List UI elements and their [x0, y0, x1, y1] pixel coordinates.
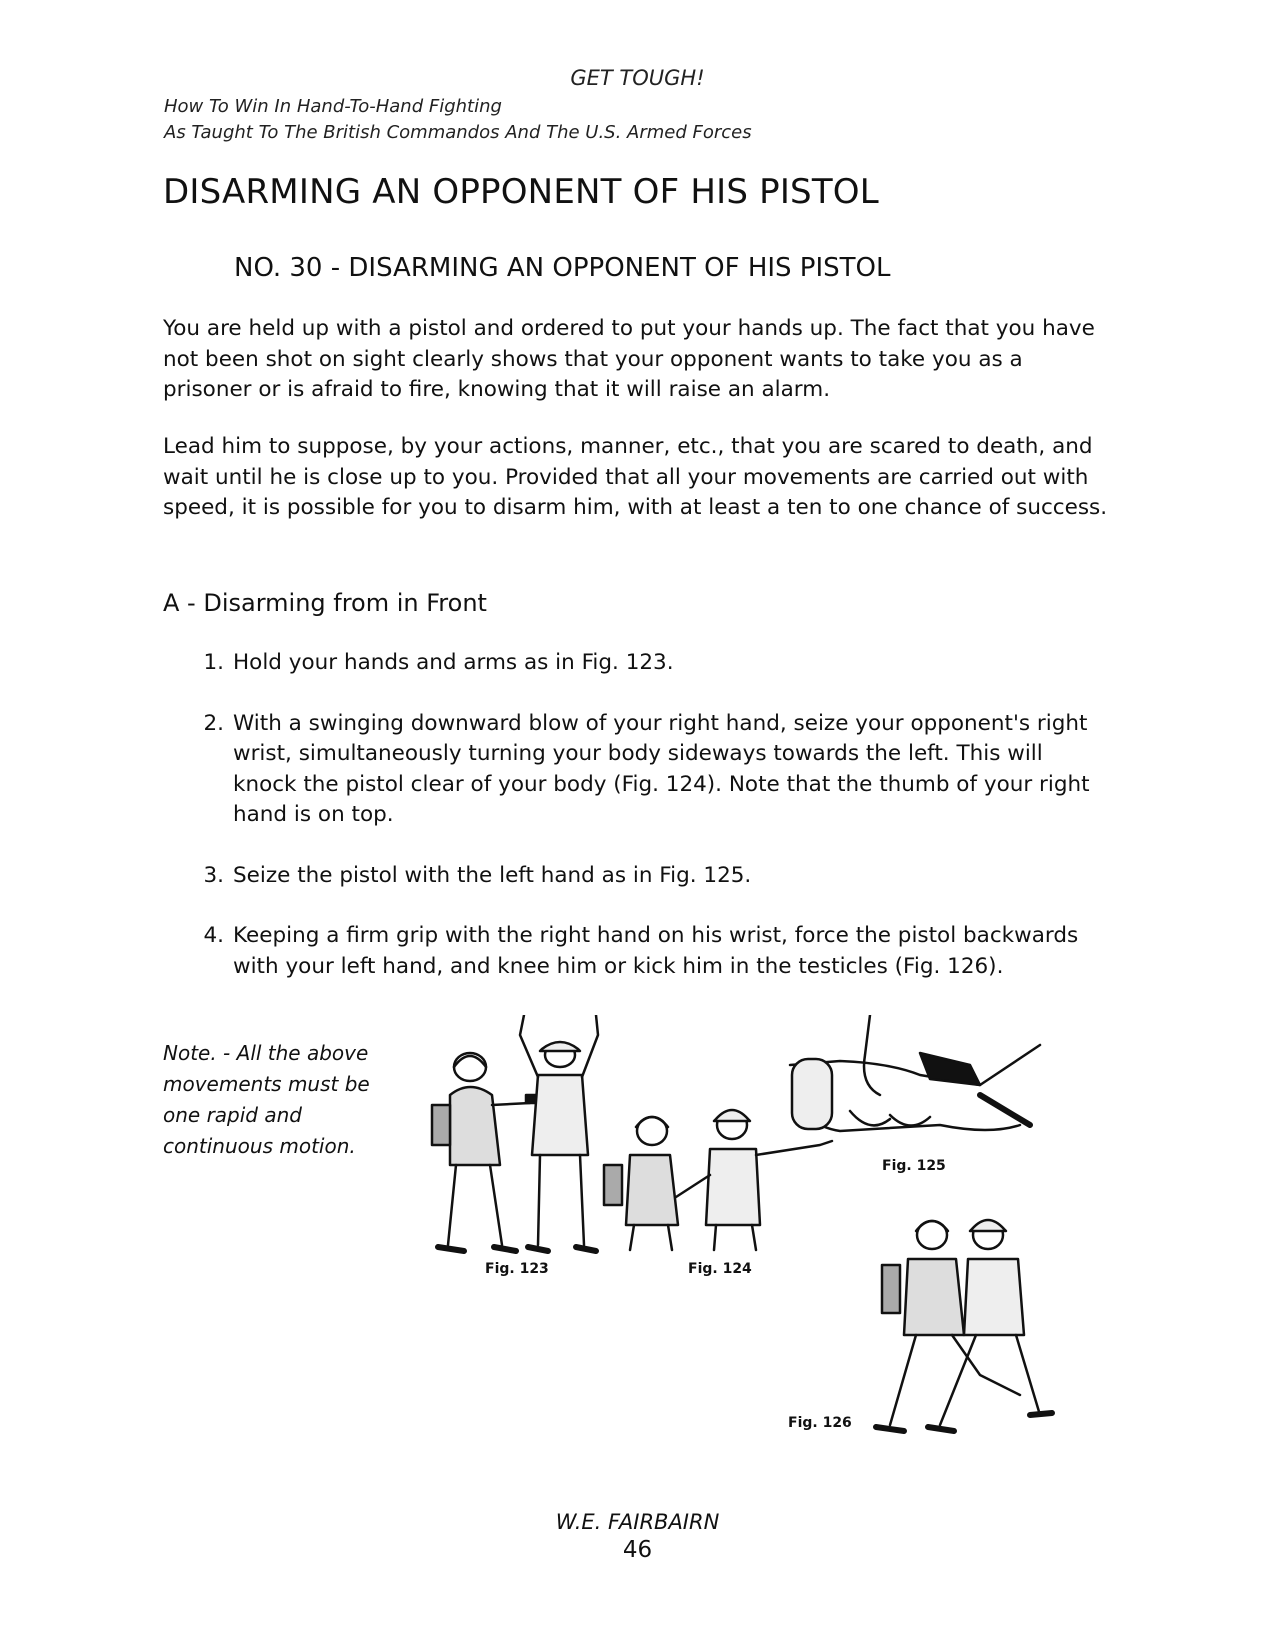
list-item: [190, 648, 1110, 679]
step-text: Keeping a firm grip with the right hand on his wrist, force the pistol backwards with your left hand, and knee him or kick him in the testicles (Fig. 126).: [233, 923, 1079, 979]
step-number: 1.: [203, 650, 224, 675]
figure-123-prisoner-illustration: [520, 1015, 598, 1251]
figure-124-illustration: [604, 1110, 832, 1250]
fig-125-label: Fig. 125: [882, 1158, 946, 1174]
steps-list: [190, 648, 1110, 1012]
intro-paragraph: You are held up with a pistol and ordered to put your hands up. The fact that you have not been shot on sight clearly shows that your opponent wants to take you as a prisoner or is afraid to fire, knowing that it will raise an alarm.: [163, 316, 1095, 402]
tactics-paragraph: Lead him to suppose, by your actions, manner, etc., that you are scared to death, and wait until he is close up to you. Provided that all your movements are carried out with speed, it is possible for you to disarm him, with at least a ten to one chance of success.: [163, 434, 1108, 520]
step-number: 3.: [203, 862, 224, 888]
illustration-figures: [420, 1015, 1110, 1485]
figure-123-gunman-illustration: [432, 1053, 540, 1251]
fig-123-label: Fig. 123: [485, 1261, 549, 1277]
list-item: [190, 709, 1110, 831]
step-text: With a swinging downward blow of your right hand, seize your opponent's right wrist, simultaneously turning your body sideways towards the left. This will knock the pistol clear of your body (Fig. 124). Note that the thumb of your right hand is on top.: [233, 710, 1090, 827]
figure-125-illustration: [790, 1015, 1040, 1131]
subtitle-line-1: How To Win In Hand-To-Hand Fighting: [164, 96, 502, 117]
figure-126-illustration: [876, 1220, 1052, 1431]
step-number: 4.: [203, 923, 224, 948]
note-text: Note. - All the above movements must be one rapid and continuous motion.: [163, 1041, 370, 1158]
running-title: GET TOUGH!: [570, 66, 705, 90]
step-text: Hold your hands and arms as in Fig. 123.: [233, 650, 674, 675]
step-number: 2.: [203, 710, 224, 736]
fig-124-label: Fig. 124: [688, 1261, 752, 1277]
subsection-title: A - Disarming from in Front: [163, 589, 487, 617]
footer-author: W.E. FAIRBAIRN: [555, 1510, 720, 1534]
chapter-title: DISARMING AN OPPONENT OF HIS PISTOL: [163, 172, 879, 212]
list-item: [190, 921, 1110, 982]
subtitle-line-2: As Taught To The British Commandos And The U.S. Armed Forces: [164, 122, 752, 143]
step-text: Seize the pistol with the left hand as in Fig. 125.: [233, 862, 752, 888]
section-title: NO. 30 - DISARMING AN OPPONENT OF HIS PISTOL: [234, 253, 891, 283]
list-item: [190, 861, 1110, 892]
page-number: 46: [622, 1537, 653, 1563]
fig-126-label: Fig. 126: [788, 1415, 852, 1431]
